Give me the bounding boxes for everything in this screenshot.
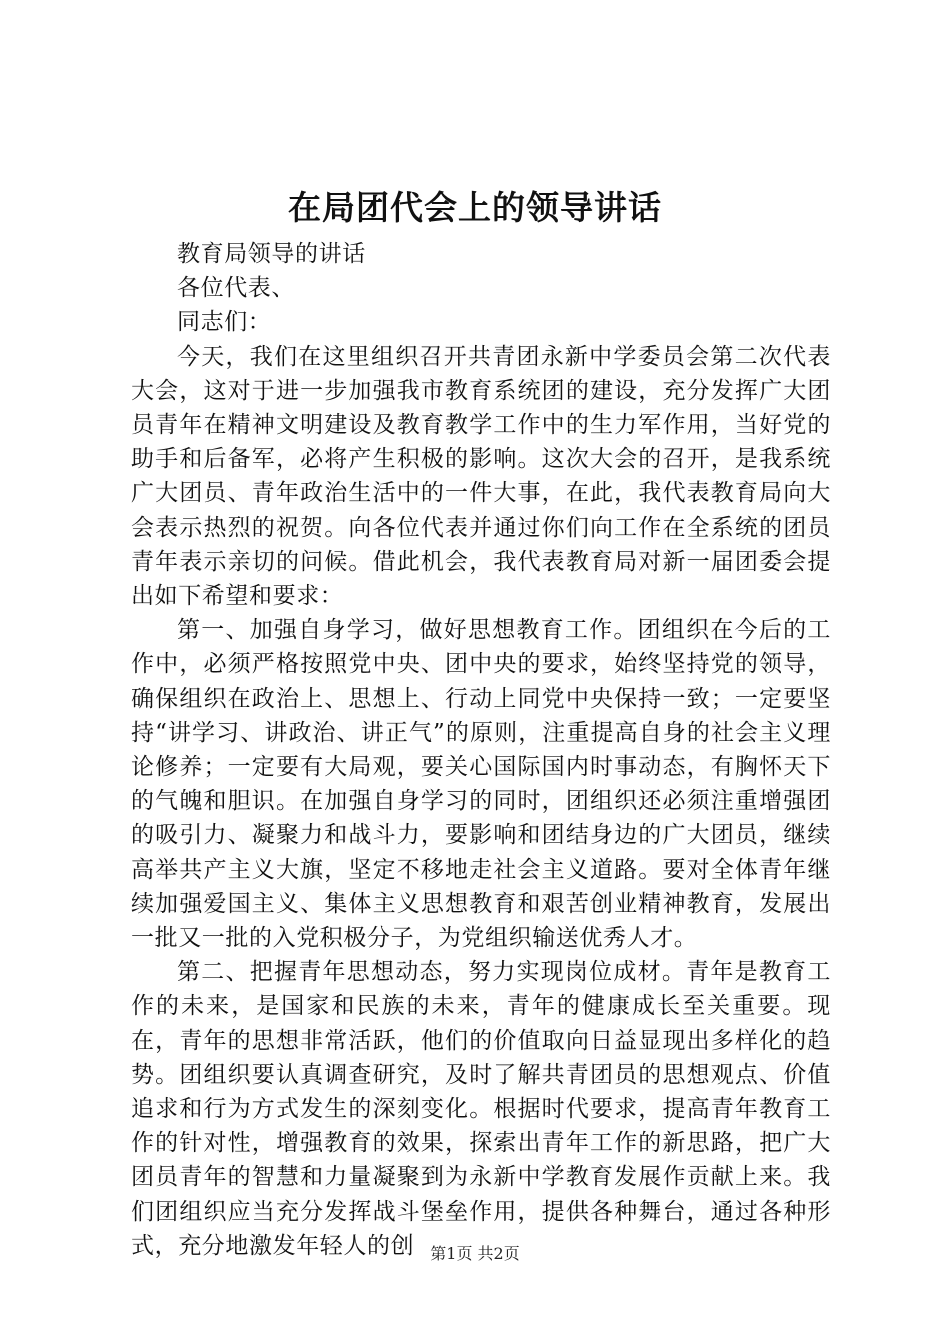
- page-number-footer: 第1页 共2页: [430, 1244, 520, 1263]
- paragraph-salutation-comrades: 同志们：: [177, 309, 272, 336]
- document-body: [131, 237, 831, 1263]
- paragraph-point-two: 第二、把握青年思想动态，努力实现岗位成材。青年是教育工作的未来，是国家和民族的未来，青年的健康成长至关重要。现在，青年的思想非常活跃，他们的价值取向日益显现出多样化的趋势。团组织要认真调查研究，及时了解共青团员的思想观点、价值追求和行为方式发生的深刻变化。根据时代要求，提高青年教育工作的针对性，增强教育的效果，探索出青年工作的新思路，把广大团员青年的智慧和力量凝聚到为永新中学教育发展作贡献上来。我们团组织应当充分发挥战斗堡垒作用，提供各种舞台，通过各种形式，充分地激发年轻人的创: [131, 959, 831, 1259]
- paragraph-point-one: 第一、加强自身学习，做好思想教育工作。团组织在今后的工作中，必须严格按照党中央、团中央的要求，始终坚持党的领导，确保组织在政治上、思想上、行动上同党中央保持一致；一定要坚持“讲学习、讲政治、讲正气”的原则，注重提高自身的社会主义理论修养；一定要有大局观，要关心国际国内时事动态，有胸怀天下的气魄和胆识。在加强自身学习的同时，团组织还必须注重增强团的吸引力、凝聚力和战斗力，要影响和团结身边的广大团员，继续高举共产主义大旗，坚定不移地走社会主义道路。要对全体青年继续加强爱国主义、集体主义思想教育和艰苦创业精神教育，发展出一批又一批的入党积极分子，为党组织输送优秀人才。: [131, 617, 831, 952]
- paragraph-subtitle: 教育局领导的讲话: [177, 241, 366, 267]
- paragraph-opening: 今天，我们在这里组织召开共青团永新中学委员会第二次代表大会，这对于进一步加强我市教育系统团的建设，充分发挥广大团员青年在精神文明建设及教育教学工作中的生力军作用，当好党的助手和后备军，必将产生积极的影响。这次大会的召开，是我系统广大团员、青年政治生活中的一件大事，在此，我代表教育局向大会表示热烈的祝贺。向各位代表并通过你们向工作在全系统的团员青年表示亲切的问候。借此机会，我代表教育局对新一届团委会提出如下希望和要求：: [131, 343, 831, 610]
- document-title: 在局团代会上的领导讲话: [288, 188, 662, 227]
- paragraph-salutation-delegates: 各位代表、: [177, 275, 295, 302]
